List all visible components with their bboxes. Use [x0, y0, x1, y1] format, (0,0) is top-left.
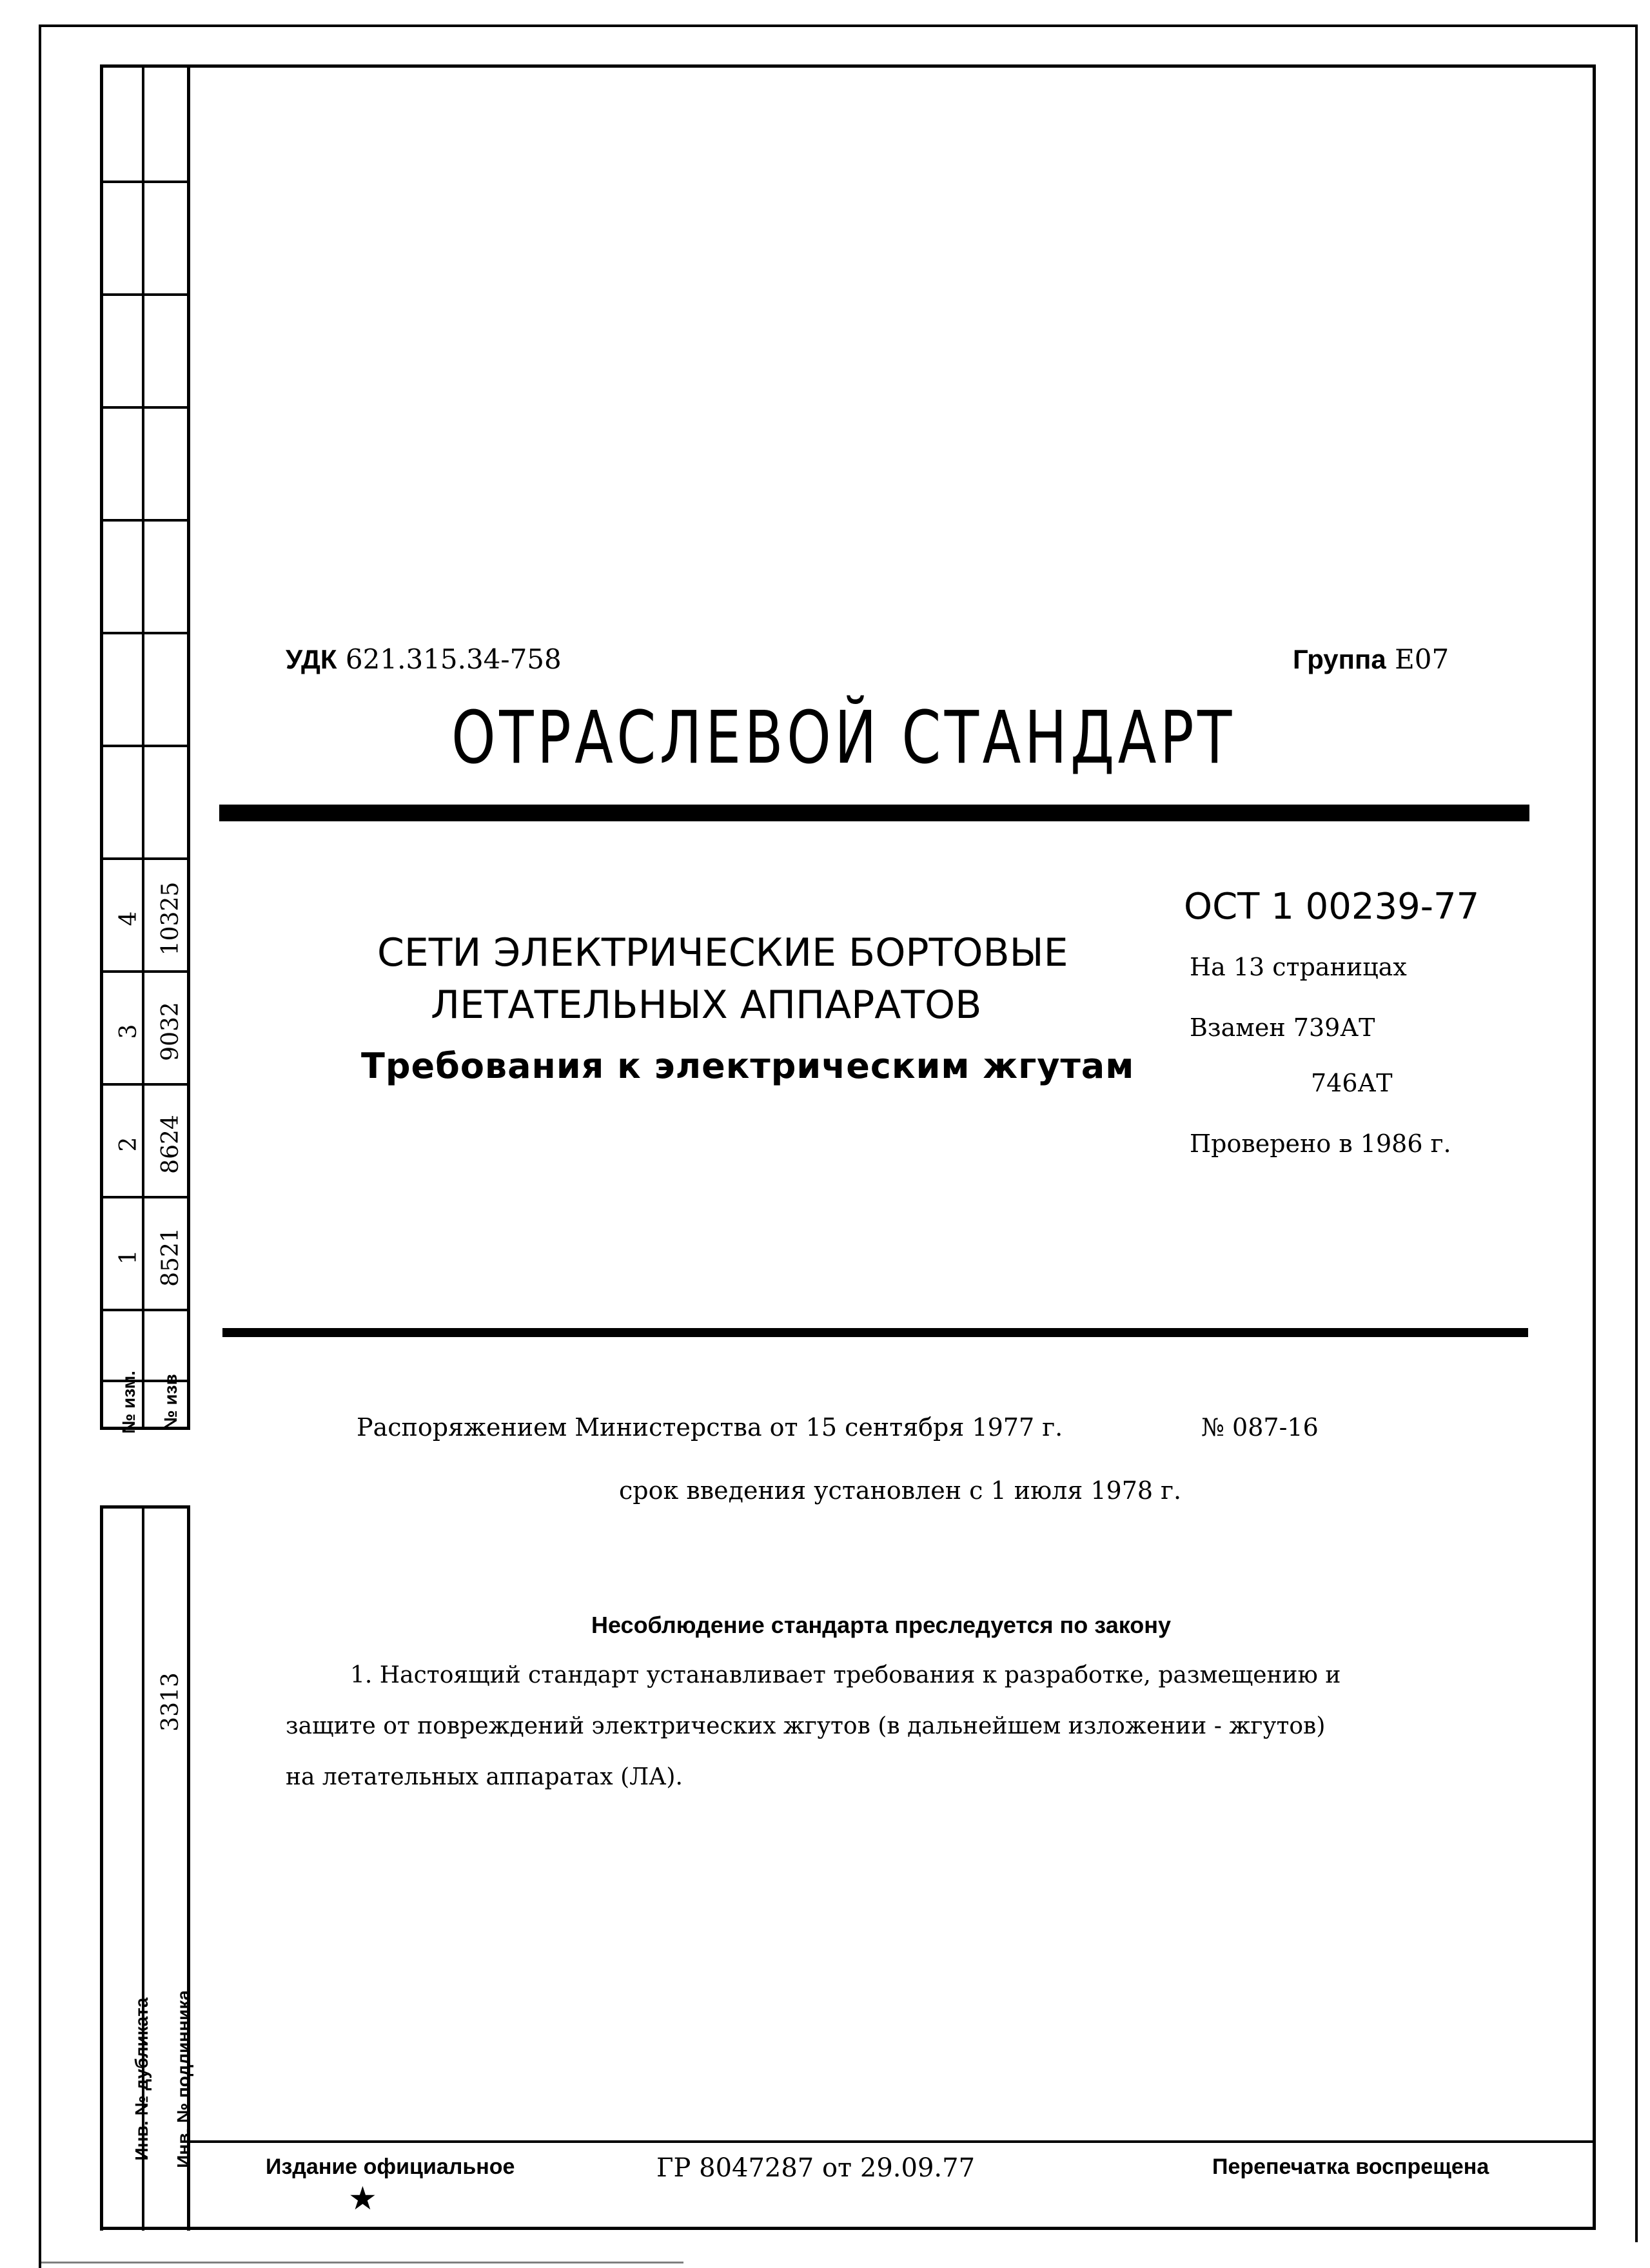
gr-registration: ГР 8047287 от 29.09.77 [656, 2153, 976, 2183]
udk-value: 621.315.34-758 [345, 643, 562, 675]
paragraph-1-line-3: на летательных аппаратах (ЛА). [286, 1764, 683, 1790]
title-line-1: СЕТИ ЭЛЕКТРИЧЕСКИЕ БОРТОВЫЕ [377, 930, 1068, 975]
decree-number: № 087-16 [1201, 1413, 1319, 1442]
reprint-prohibited: Перепечатка воспрещена [1212, 2155, 1489, 2179]
title-line-2: ЛЕТАТЕЛЬНЫХ АППАРАТОВ [431, 982, 982, 1028]
star-icon: ★ [348, 2180, 377, 2217]
replaces-value-2: 746АТ [1311, 1069, 1393, 1097]
page-count: На 13 страницах [1190, 953, 1407, 981]
change-number-3: 3 [115, 1024, 142, 1039]
notice-number-4: 10325 [157, 881, 184, 956]
warning-heading: Несоблюдение стандарта преследуется по закону [591, 1612, 1172, 1638]
outer-border-right [1635, 24, 1638, 2242]
label-change-number: № изм. [119, 1371, 139, 1434]
replaces-value-1: 739АТ [1293, 1013, 1375, 1042]
paragraph-1-line-2: защите от повреждений электрических жгутов (в дальнейшем изложении - жгутов) [286, 1713, 1326, 1739]
label-original-inventory: Инв. № подлинника [173, 1990, 193, 2168]
standard-banner: ОТРАСЛЕВОЙ СТАНДАРТ [451, 696, 1235, 780]
title-line-3: Требования к электрическим жгутам [361, 1046, 1135, 1086]
change-number-4: 4 [115, 911, 142, 926]
standard-code: ОСТ 1 00239-77 [1184, 886, 1480, 928]
thick-rule-bottom [222, 1328, 1528, 1337]
label-duplicate-inventory: Инв. № дубликата [132, 1997, 152, 2161]
paragraph-1-line-1: 1. Настоящий стандарт устанавливает требования к разработке, размещению и [350, 1662, 1341, 1688]
frame-right [1593, 64, 1596, 2229]
decree-line-1: Распоряжением Министерства от 15 сентября 1977 г. [357, 1413, 1063, 1442]
frame-top [100, 64, 1596, 68]
label-notice-number: № изв [161, 1374, 181, 1431]
official-edition: Издание официальное [266, 2155, 515, 2179]
group-line [1293, 643, 1449, 675]
udk-line [286, 643, 562, 675]
notice-number-2: 8624 [157, 1115, 184, 1174]
change-number-1: 1 [115, 1249, 142, 1265]
notice-number-3: 9032 [157, 1002, 184, 1061]
group-value: Е07 [1395, 643, 1449, 675]
frame-footer-divider [190, 2140, 1595, 2143]
decree-line-2: срок введения установлен с 1 июля 1978 г. [619, 1476, 1182, 1505]
outer-border-bottom [39, 2262, 683, 2263]
frame-bottom [100, 2227, 1596, 2230]
change-number-2: 2 [115, 1137, 142, 1152]
udk-label: УДК [286, 644, 337, 674]
replaces-label: Взамен [1190, 1013, 1286, 1042]
outer-border-top [39, 24, 1638, 27]
group-label: Группа [1293, 644, 1386, 674]
thick-rule-top [219, 805, 1529, 821]
replaces-line [1190, 1013, 1375, 1042]
duplicate-inventory-number: 3313 [157, 1672, 184, 1732]
outer-border-left [39, 24, 41, 2268]
checked-line: Проверено в 1986 г. [1190, 1129, 1451, 1158]
notice-number-1: 8521 [157, 1227, 184, 1287]
